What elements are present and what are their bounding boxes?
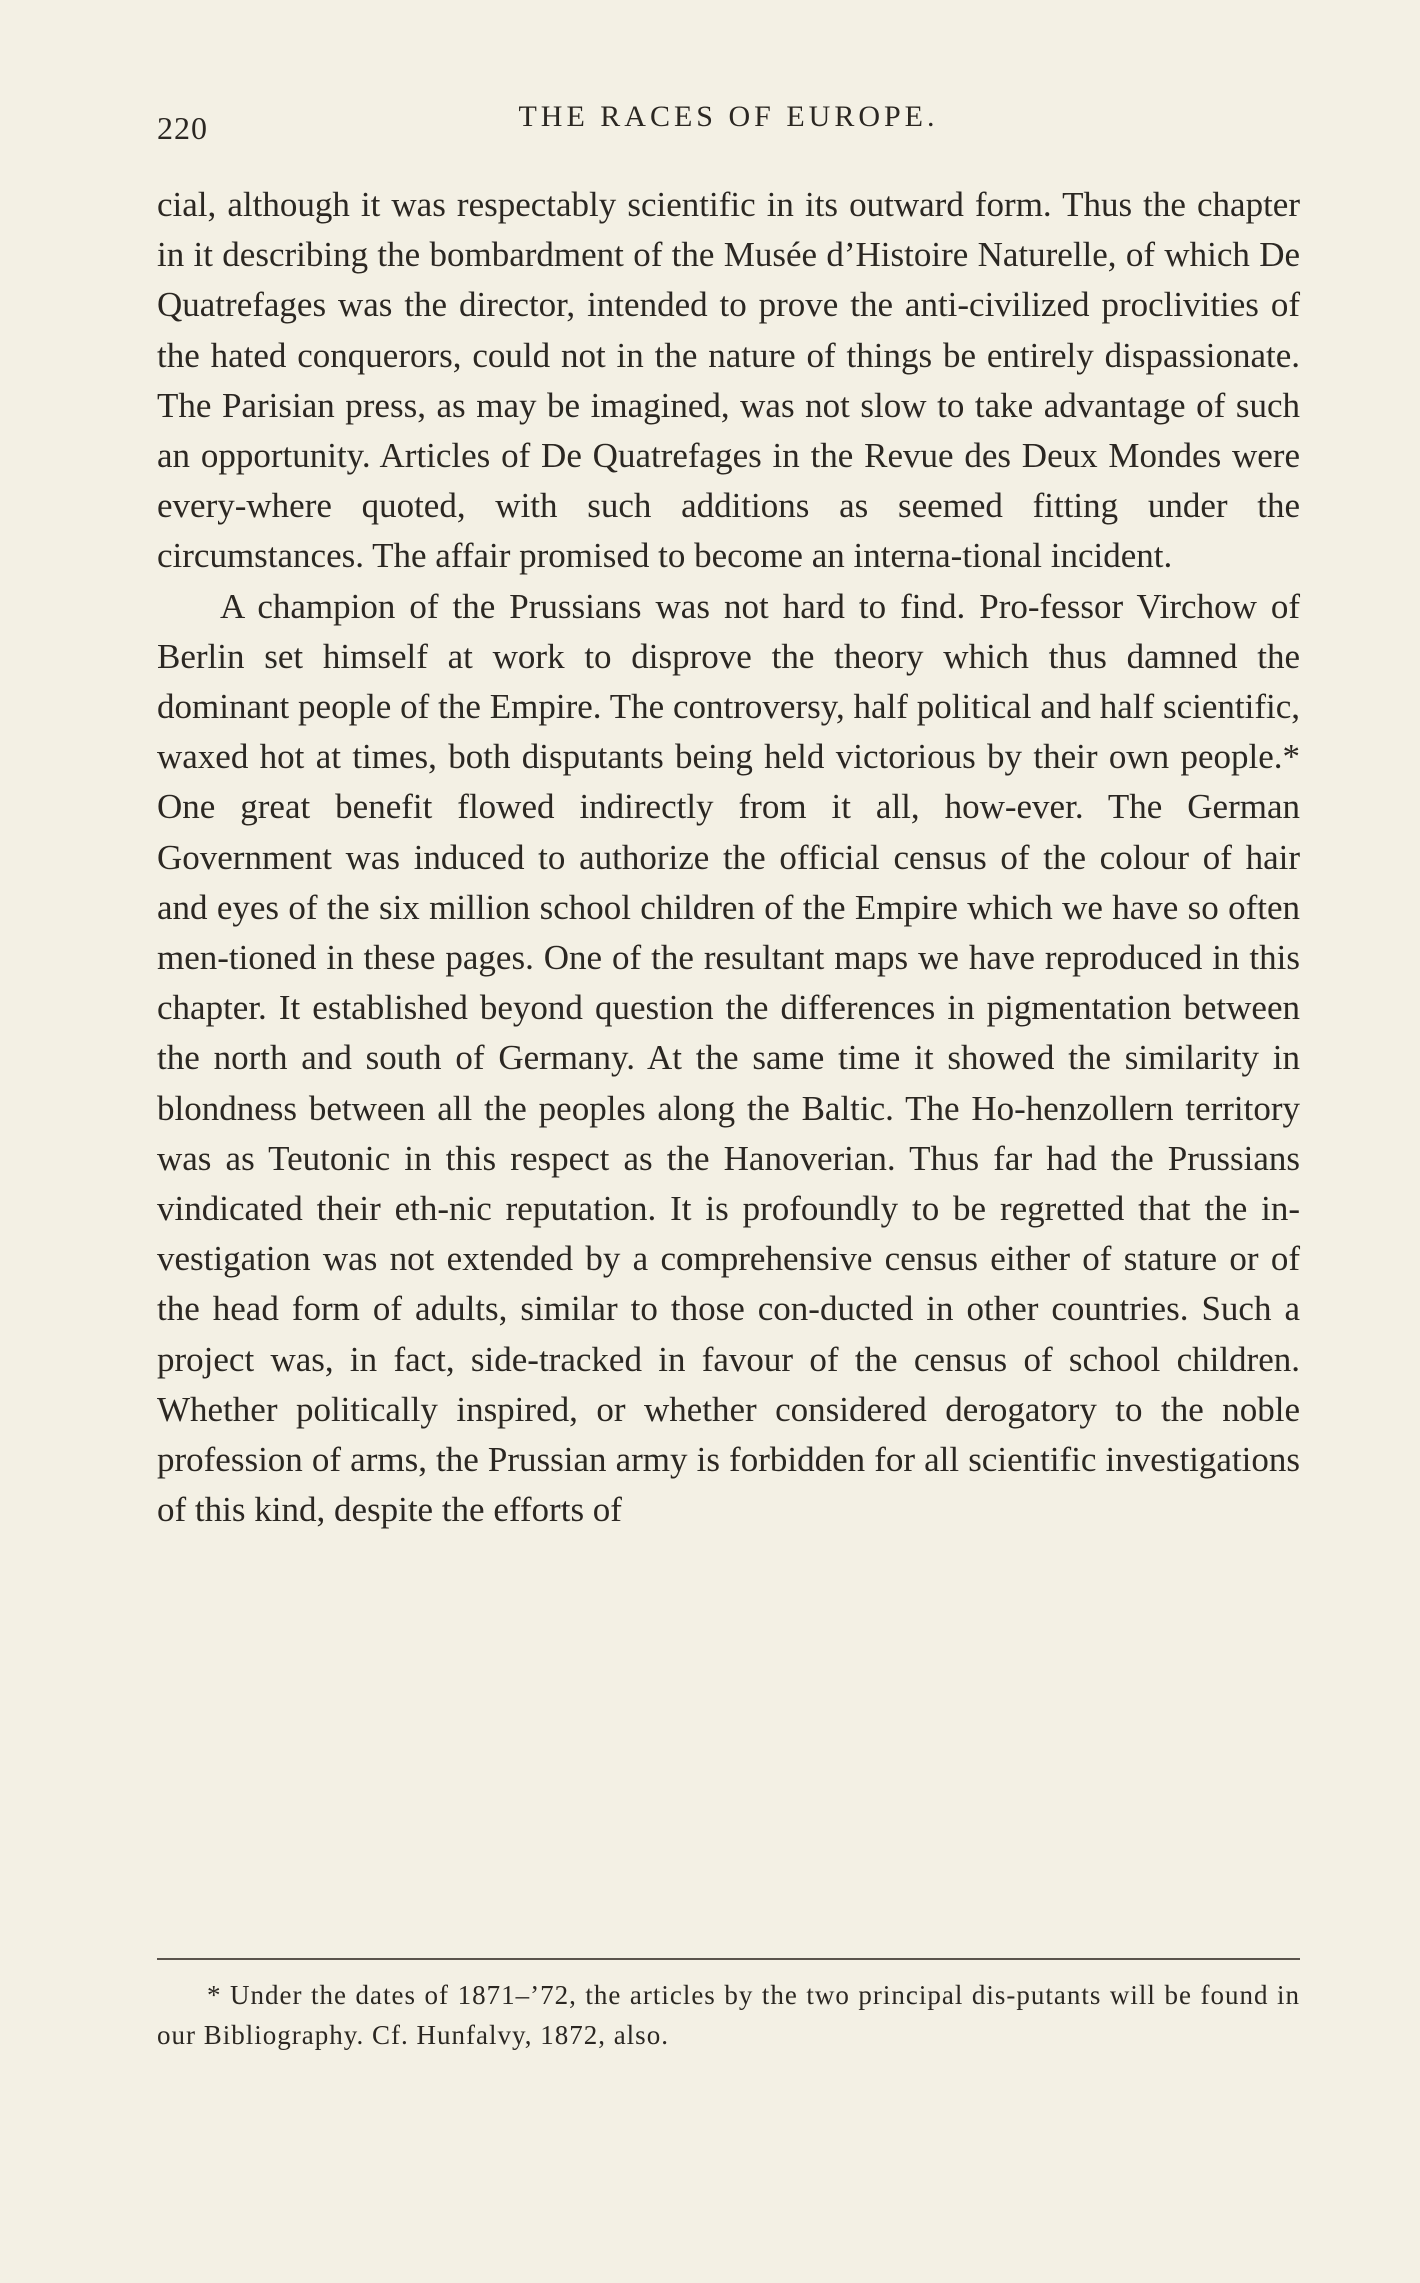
- page-header: [157, 96, 1300, 156]
- paragraph: cial, although it was respectably scientific in its outward form. Thus the chapter in it describing the bombardment of the Musée d’Histoire Naturelle, of which De Quatrefages was the director, intended to prove the anti-civilized proclivities of the hated conquerors, could not in the nature of things be entirely dispassionate. The Parisian press, as may be imagined, was not slow to take advantage of such an opportunity. Articles of De Quatrefages in the Revue des Deux Mondes were every-where quoted, with such additions as seemed fitting under the circumstances. The affair promised to become an interna-tional incident.: [157, 185, 1300, 576]
- footnote: [157, 1975, 1300, 2055]
- footnote-text: * Under the dates of 1871–’72, the articles by the two principal dis-putants will be found in our Bibliography. Cf. Hunfalvy, 1872, also.: [157, 1980, 1300, 2050]
- running-title: THE RACES OF EUROPE.: [518, 100, 939, 133]
- footnote-divider: [157, 1958, 1300, 1960]
- body-text: [157, 180, 1300, 1535]
- paragraph: A champion of the Prussians was not hard to find. Pro-fessor Virchow of Berlin set himself at work to disprove the theory which thus damned the dominant people of the Empire. The controversy, half political and half scientific, waxed hot at times, both disputants being held victorious by their own people.* One great benefit flowed indirectly from it all, how-ever. The German Government was induced to authorize the official census of the colour of hair and eyes of the six million school children of the Empire which we have so often men-tioned in these pages. One of the resultant maps we have reproduced in this chapter. It established beyond question the differences in pigmentation between the north and south of Germany. At the same time it showed the similarity in blondness between all the peoples along the Baltic. The Ho-henzollern territory was as Teutonic in this respect as the Hanoverian. Thus far had the Prussians vindicated their eth-nic reputation. It is profoundly to be regretted that the in-vestigation was not extended by a comprehensive census either of stature or of the head form of adults, similar to those con-ducted in other countries. Such a project was, in fact, side-tracked in favour of the census of school children. Whether politically inspired, or whether considered derogatory to the noble profession of arms, the Prussian army is forbidden for all scientific investigations of this kind, despite the efforts of: [157, 586, 1300, 1530]
- page-number: 220: [157, 110, 208, 146]
